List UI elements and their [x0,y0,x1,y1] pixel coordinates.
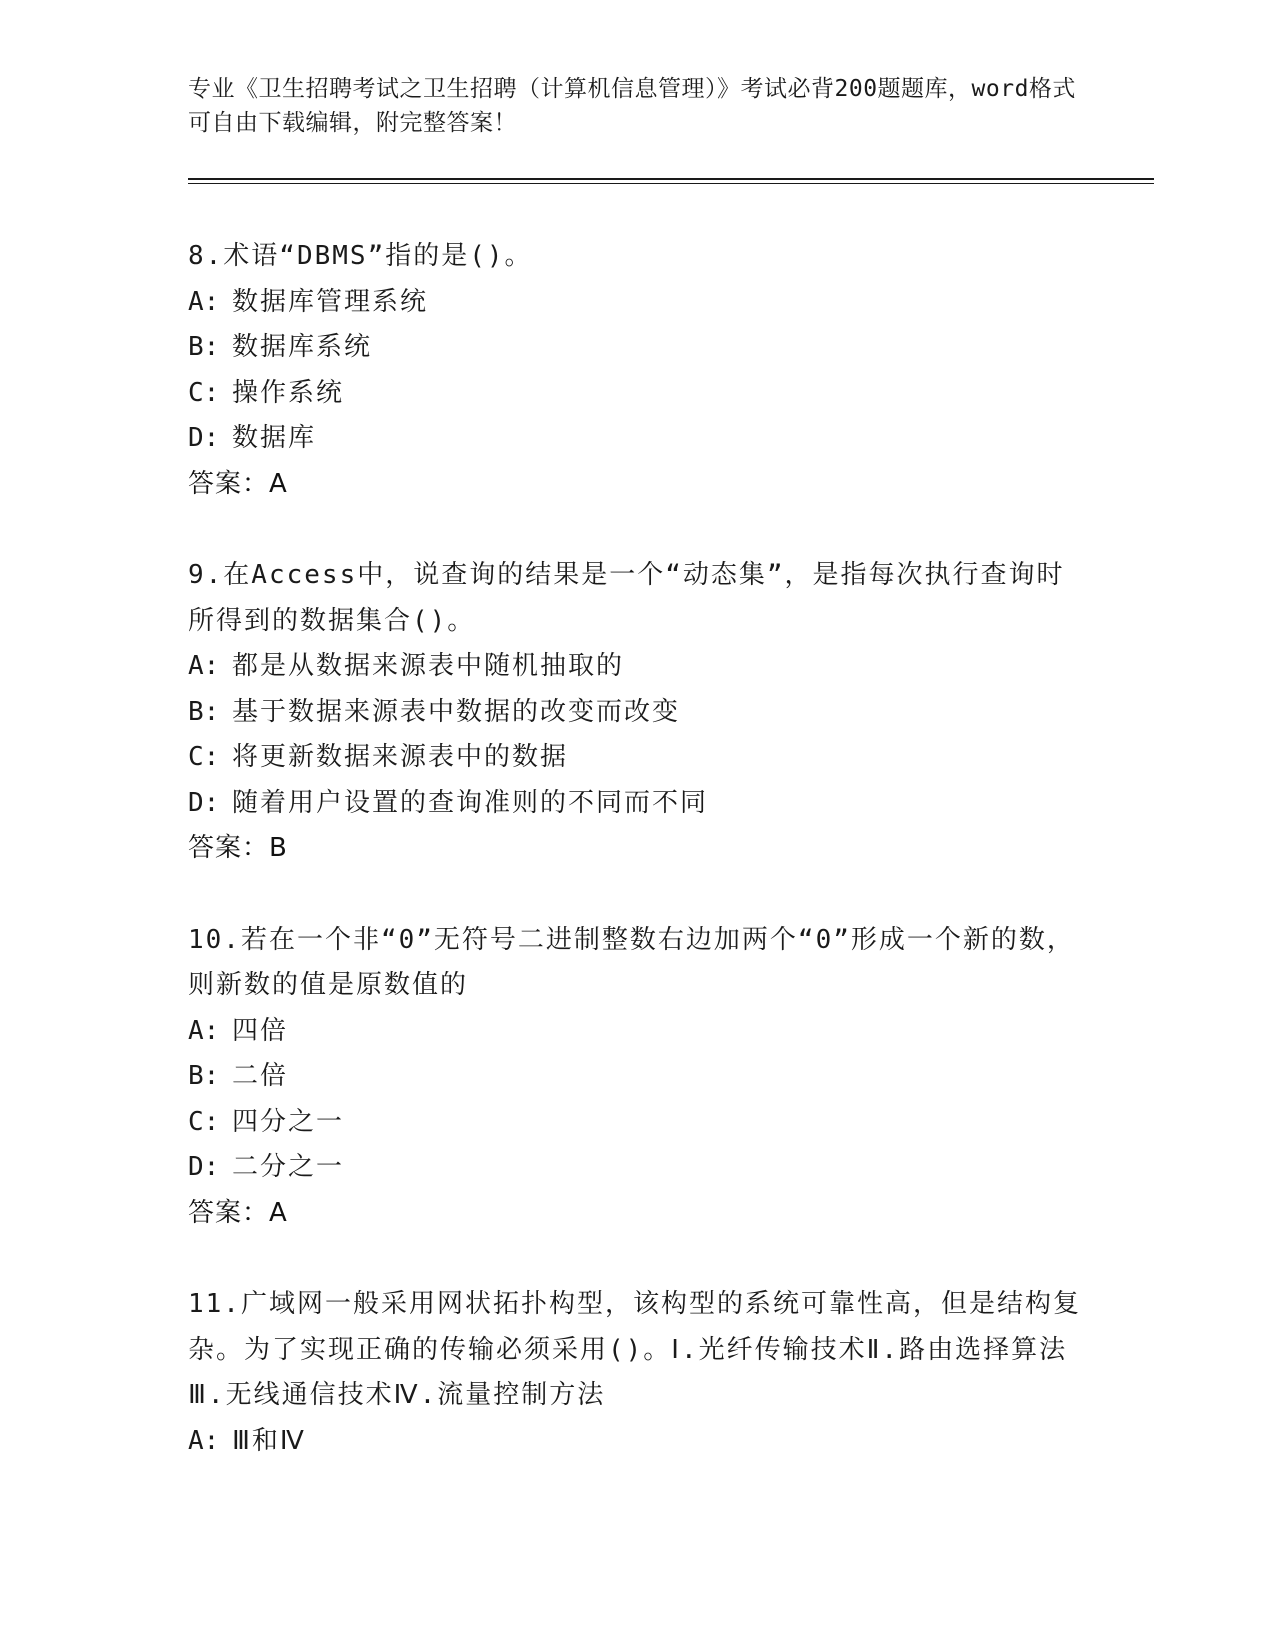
option-letter: C: [188,1106,220,1137]
question-9 [188,553,1088,872]
option-text: Ⅲ和Ⅳ [232,1425,306,1456]
question-list [188,234,1088,1510]
option-text: 将更新数据来源表中的数据 [232,742,569,772]
option-text: 随着用户设置的查询准则的不同而不同 [232,787,709,818]
header-text: 专业《卫生招聘考试之卫生招聘（计算机信息管理）》考试必背200题题库，word格式可自由下载编辑，附完整答案！ [188,76,1076,136]
option-text: 数据库系统 [232,332,373,362]
answer-line: 答案：A [188,1197,288,1228]
option-d [188,416,1088,462]
option-a [188,280,1088,326]
option-text: 二分之一 [232,1152,345,1182]
option-c [188,1100,1088,1146]
question-8 [188,234,1088,507]
question-10 [188,918,1088,1237]
option-letter: A: [188,1015,220,1046]
option-d [188,1145,1088,1191]
option-letter: D: [188,1152,220,1182]
option-text: 基于数据来源表中数据的改变而改变 [232,696,681,727]
option-b [188,690,1088,736]
option-text: 操作系统 [232,377,345,408]
option-text: 数据库管理系统 [232,286,429,317]
option-letter: B: [188,332,220,362]
option-letter: C: [188,377,220,408]
option-letter: A: [188,1425,220,1456]
option-letter: B: [188,696,220,727]
option-c [188,371,1088,417]
header-divider-thin [188,183,1154,184]
document-header [188,72,1088,140]
option-letter: A: [188,651,220,681]
option-letter: A: [188,286,220,317]
option-b [188,1054,1088,1100]
option-text: 数据库 [232,423,317,453]
option-c [188,735,1088,781]
option-a [188,1009,1088,1055]
question-stem: 9.在Access中，说查询的结果是一个“动态集”，是指每次执行查询时所得到的数据集合()。 [188,560,1065,636]
header-divider-thick [188,178,1154,180]
option-b [188,325,1088,371]
option-text: 都是从数据来源表中随机抽取的 [232,651,625,681]
question-stem: 10.若在一个非“0”无符号二进制整数右边加两个“0”形成一个新的数，则新数的值是原数值的 [188,924,1075,1000]
answer-line: 答案：B [188,833,288,863]
question-11 [188,1282,1088,1464]
option-a [188,644,1088,690]
option-a [188,1419,1088,1465]
option-letter: D: [188,423,220,453]
option-text: 四倍 [232,1015,289,1046]
option-letter: C: [188,742,220,772]
option-d [188,781,1088,827]
answer-line: 答案：A [188,468,288,499]
option-text: 二倍 [232,1061,289,1091]
question-stem: 8.术语“DBMS”指的是()。 [188,241,533,271]
option-text: 四分之一 [232,1106,345,1137]
question-stem: 11.广域网一般采用网状拓扑构型，该构型的系统可靠性高，但是结构复杂。为了实现正确的传输必须采用()。Ⅰ.光纤传输技术Ⅱ.路由选择算法Ⅲ.无线通信技术Ⅳ.流量控制方法 [188,1289,1081,1410]
option-letter: D: [188,787,220,818]
option-letter: B: [188,1061,220,1091]
